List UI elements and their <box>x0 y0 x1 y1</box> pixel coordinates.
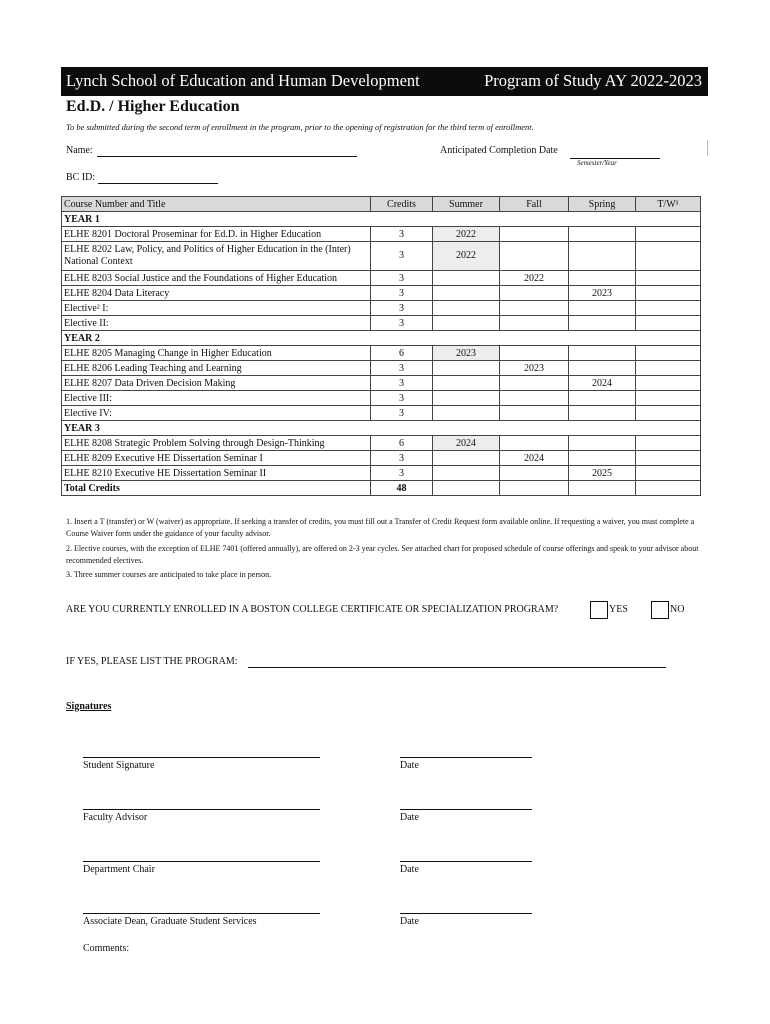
yes-checkbox[interactable] <box>590 601 608 619</box>
tw-cell[interactable] <box>636 286 701 301</box>
credits-cell: 3 <box>371 361 433 376</box>
instructions: To be submitted during the second term of enrollment in the program, prior to the opening of registration for the third term of enrollment. <box>66 122 534 132</box>
course-title: Elective IV: <box>62 406 371 421</box>
table-row <box>62 316 701 331</box>
tw-cell[interactable] <box>636 436 701 451</box>
course-title: ELHE 8206 Leading Teaching and Learning <box>62 361 371 376</box>
fall-cell[interactable] <box>500 242 569 271</box>
course-title: ELHE 8207 Data Driven Decision Making <box>62 376 371 391</box>
table-row <box>62 376 701 391</box>
credits-cell: 3 <box>371 242 433 271</box>
tw-cell[interactable] <box>636 271 701 286</box>
course-title: ELHE 8208 Strategic Problem Solving through Design-Thinking <box>62 436 371 451</box>
credits-cell: 3 <box>371 286 433 301</box>
course-title: Elective II: <box>62 316 371 331</box>
summer-cell[interactable] <box>433 391 500 406</box>
spring-cell[interactable]: 2025 <box>569 466 636 481</box>
year-label: YEAR 1 <box>62 212 701 227</box>
dean-signature-line[interactable] <box>83 913 320 914</box>
no-label: NO <box>670 604 685 615</box>
dean-signature-label: Associate Dean, Graduate Student Services <box>83 916 257 927</box>
semester-year-caption: Semester/Year <box>577 159 617 167</box>
table-row <box>62 346 701 361</box>
spring-cell[interactable] <box>569 242 636 271</box>
credits-cell: 3 <box>371 406 433 421</box>
note-2: 2. Elective courses, with the exception of ELHE 7401 (offered annually), are offered on 2-3 year cycles. See attached chart for proposed schedule of course offerings and speak to your advisor about recommended electives. <box>66 544 699 565</box>
tw-cell[interactable] <box>636 361 701 376</box>
header-course: Course Number and Title <box>62 197 371 212</box>
credits-cell: 48 <box>371 481 433 496</box>
credits-cell: 3 <box>371 376 433 391</box>
year-label: YEAR 2 <box>62 331 701 346</box>
summer-cell[interactable]: 2022 <box>433 242 500 271</box>
student-signature-label: Student Signature <box>83 760 155 771</box>
table-row <box>62 242 701 271</box>
table-row <box>62 451 701 466</box>
course-title: ELHE 8203 Social Justice and the Foundations of Higher Education <box>62 271 371 286</box>
credits-cell: 3 <box>371 227 433 242</box>
table-row <box>62 436 701 451</box>
fall-cell[interactable]: 2023 <box>500 361 569 376</box>
advisor-date-line[interactable] <box>400 809 532 810</box>
school-name: Lynch School of Education and Human Development <box>66 71 420 90</box>
credits-cell: 6 <box>371 346 433 361</box>
chair-signature-label: Department Chair <box>83 864 155 875</box>
comments-label: Comments: <box>83 943 130 954</box>
table-row <box>62 301 701 316</box>
total-row <box>62 481 701 496</box>
summer-cell[interactable] <box>433 301 500 316</box>
tw-cell[interactable] <box>636 316 701 331</box>
tw-cell[interactable] <box>636 391 701 406</box>
spring-cell[interactable]: 2024 <box>569 376 636 391</box>
summer-cell[interactable] <box>433 406 500 421</box>
year-row <box>62 421 701 436</box>
fall-cell[interactable] <box>500 227 569 242</box>
course-title: ELHE 8201 Doctoral Proseminar for Ed.D. in Higher Education <box>62 227 371 242</box>
bcid-label: BC ID: <box>66 172 96 183</box>
fall-cell[interactable] <box>500 301 569 316</box>
table-header-row <box>62 197 701 212</box>
spring-cell[interactable] <box>569 316 636 331</box>
table-row <box>62 406 701 421</box>
advisor-signature-label: Faculty Advisor <box>83 812 148 823</box>
course-title: ELHE 8209 Executive HE Dissertation Seminar I <box>62 451 371 466</box>
header-bar <box>61 67 708 96</box>
fall-cell[interactable]: 2022 <box>500 271 569 286</box>
header-credits: Credits <box>371 197 433 212</box>
student-date-label: Date <box>400 760 419 771</box>
advisor-date-label: Date <box>400 812 419 823</box>
credits-cell: 3 <box>371 316 433 331</box>
table-row <box>62 227 701 242</box>
fall-cell[interactable] <box>500 391 569 406</box>
fall-cell[interactable] <box>500 286 569 301</box>
spring-cell[interactable] <box>569 451 636 466</box>
spring-cell[interactable] <box>569 301 636 316</box>
course-table <box>61 196 701 496</box>
year-label: YEAR 3 <box>62 421 701 436</box>
tw-cell[interactable] <box>636 301 701 316</box>
summer-cell[interactable] <box>433 361 500 376</box>
dean-date-label: Date <box>400 916 419 927</box>
spring-cell[interactable] <box>569 361 636 376</box>
summer-cell[interactable]: 2023 <box>433 346 500 361</box>
summer-cell[interactable] <box>433 466 500 481</box>
table-row <box>62 391 701 406</box>
header-fall: Fall <box>500 197 569 212</box>
fall-cell[interactable] <box>500 346 569 361</box>
credits-cell: 3 <box>371 451 433 466</box>
year-row <box>62 331 701 346</box>
tw-cell[interactable] <box>636 242 701 271</box>
header-tw: T/W¹ <box>636 197 701 212</box>
summer-cell[interactable] <box>433 286 500 301</box>
tw-cell[interactable] <box>636 346 701 361</box>
signatures-heading: Signatures <box>66 701 112 712</box>
name-field[interactable] <box>97 155 357 157</box>
field-divider <box>707 140 708 156</box>
yes-label: YES <box>609 604 628 615</box>
summer-cell[interactable] <box>433 451 500 466</box>
chair-date-line[interactable] <box>400 861 532 862</box>
program-list-field[interactable] <box>248 666 666 668</box>
advisor-signature-line[interactable] <box>83 809 320 810</box>
tw-cell[interactable] <box>636 227 701 242</box>
summer-cell[interactable]: 2024 <box>433 436 500 451</box>
summer-cell[interactable] <box>433 271 500 286</box>
tw-cell[interactable] <box>636 481 701 496</box>
spring-cell[interactable] <box>569 436 636 451</box>
fall-cell[interactable] <box>500 436 569 451</box>
fall-cell[interactable] <box>500 376 569 391</box>
spring-cell[interactable] <box>569 346 636 361</box>
summer-cell[interactable] <box>433 376 500 391</box>
spring-cell[interactable] <box>569 481 636 496</box>
table-row <box>62 466 701 481</box>
note-1: 1. Insert a T (transfer) or W (waiver) as appropriate. If seeking a transfer of credits, you must fill out a Transfer of Credit Request form available online. If requesting a waiver, you must complete a Course Waiver form under the guidance of your faculty advisor. <box>66 517 695 538</box>
note-3: 3. Three summer courses are anticipated to take place in person. <box>66 570 272 579</box>
credits-cell: 3 <box>371 301 433 316</box>
chair-signature-line[interactable] <box>83 861 320 862</box>
credits-cell: 3 <box>371 271 433 286</box>
course-title: ELHE 8204 Data Literacy <box>62 286 371 301</box>
program-year: Program of Study AY 2022-2023 <box>484 71 702 90</box>
chair-date-label: Date <box>400 864 419 875</box>
program-list-label: IF YES, PLEASE LIST THE PROGRAM: <box>66 656 238 667</box>
document-title: Ed.D. / Higher Education <box>66 98 240 115</box>
tw-cell[interactable] <box>636 406 701 421</box>
credits-cell: 3 <box>371 391 433 406</box>
header-spring: Spring <box>569 197 636 212</box>
fall-cell[interactable]: 2024 <box>500 451 569 466</box>
total-label: Total Credits <box>62 481 371 496</box>
table-row <box>62 361 701 376</box>
year-row <box>62 212 701 227</box>
spring-cell[interactable] <box>569 406 636 421</box>
spring-cell[interactable]: 2023 <box>569 286 636 301</box>
course-title: ELHE 8202 Law, Policy, and Politics of Higher Education in the (Inter) National Context <box>62 242 371 271</box>
dean-date-line[interactable] <box>400 913 532 914</box>
fall-cell[interactable] <box>500 466 569 481</box>
summer-cell[interactable] <box>433 316 500 331</box>
fall-cell[interactable] <box>500 406 569 421</box>
name-label: Name: <box>66 145 93 156</box>
summer-cell[interactable]: 2022 <box>433 227 500 242</box>
student-date-line[interactable] <box>400 757 532 758</box>
tw-cell[interactable] <box>636 376 701 391</box>
tw-cell[interactable] <box>636 466 701 481</box>
completion-label: Anticipated Completion Date <box>440 145 558 156</box>
bcid-field[interactable] <box>98 182 218 184</box>
summer-cell[interactable] <box>433 481 500 496</box>
table-row <box>62 286 701 301</box>
course-title: ELHE 8205 Managing Change in Higher Education <box>62 346 371 361</box>
student-signature-line[interactable] <box>83 757 320 758</box>
spring-cell[interactable] <box>569 227 636 242</box>
tw-cell[interactable] <box>636 451 701 466</box>
credits-cell: 6 <box>371 436 433 451</box>
enrollment-question: ARE YOU CURRENTLY ENROLLED IN A BOSTON COLLEGE CERTIFICATE OR SPECIALIZATION PROGRAM? <box>66 604 559 615</box>
header-summer: Summer <box>433 197 500 212</box>
course-title: Elective III: <box>62 391 371 406</box>
spring-cell[interactable] <box>569 391 636 406</box>
course-title: Elective² I: <box>62 301 371 316</box>
table-row <box>62 271 701 286</box>
fall-cell[interactable] <box>500 481 569 496</box>
no-checkbox[interactable] <box>651 601 669 619</box>
credits-cell: 3 <box>371 466 433 481</box>
spring-cell[interactable] <box>569 271 636 286</box>
fall-cell[interactable] <box>500 316 569 331</box>
course-title: ELHE 8210 Executive HE Dissertation Seminar II <box>62 466 371 481</box>
